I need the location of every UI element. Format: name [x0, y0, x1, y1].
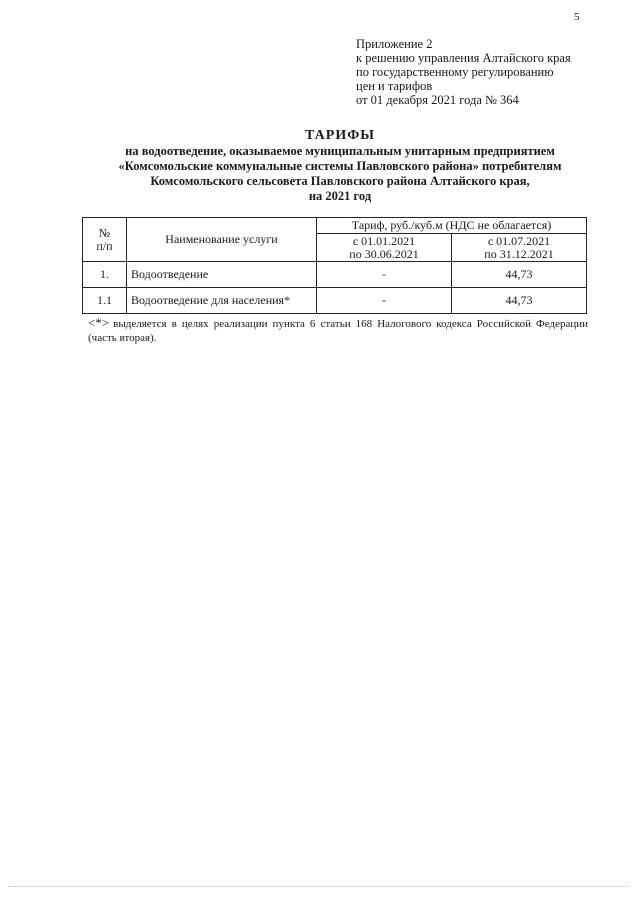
period-end: по 30.06.2021: [349, 246, 419, 261]
document-title: [0, 128, 640, 204]
row-service: Водоотведение: [127, 262, 317, 288]
appendix-line: от 01 декабря 2021 года № 364: [356, 93, 519, 107]
footnote-text: выделяется в целях реализации пункта 6 статьи 168 Налогового кодекса Российской Федерации (часть вторая).: [88, 318, 588, 344]
footnote: [88, 316, 588, 345]
header-num: №: [98, 225, 111, 240]
bottom-divider: [8, 886, 628, 887]
appendix-line: к решению управления Алтайского края: [356, 51, 571, 65]
row-period-1: -: [317, 262, 452, 288]
page-number: 5: [574, 11, 580, 23]
row-num: 1.1: [83, 288, 127, 314]
table-row: [83, 288, 587, 314]
header-period-2: [452, 234, 587, 262]
row-num: 1.: [83, 262, 127, 288]
appendix-line: по государственному регулированию: [356, 65, 554, 79]
header-num-sub: п/п: [96, 238, 113, 253]
header-service: Наименование услуги: [127, 218, 317, 262]
period-end: по 31.12.2021: [484, 246, 554, 261]
header-period-1: [317, 234, 452, 262]
row-service: Водоотведение для населения*: [127, 288, 317, 314]
row-period-1: -: [317, 288, 452, 314]
appendix-block: [356, 37, 571, 107]
title-line: на 2021 год: [308, 189, 372, 203]
title-line: «Комсомольские коммунальные системы Павловского района» потребителям: [118, 159, 562, 173]
table-row: [83, 262, 587, 288]
header-num-cell: [83, 218, 127, 262]
table-header-row: [83, 218, 587, 234]
title-line: Комсомольского сельсовета Павловского района Алтайского края,: [150, 174, 530, 188]
footnote-mark: <*>: [88, 315, 110, 330]
appendix-line: цен и тарифов: [356, 79, 433, 93]
header-tariff: Тариф, руб./куб.м (НДС не облагается): [317, 218, 587, 234]
title-line: на водоотведение, оказываемое муниципальным унитарным предприятием: [125, 144, 555, 158]
row-period-2: 44,73: [452, 288, 587, 314]
tariff-table: [82, 217, 587, 314]
period-start: с 01.01.2021: [352, 233, 416, 248]
period-start: с 01.07.2021: [487, 233, 551, 248]
appendix-line: Приложение 2: [356, 37, 433, 51]
row-period-2: 44,73: [452, 262, 587, 288]
main-title: ТАРИФЫ: [305, 128, 375, 143]
